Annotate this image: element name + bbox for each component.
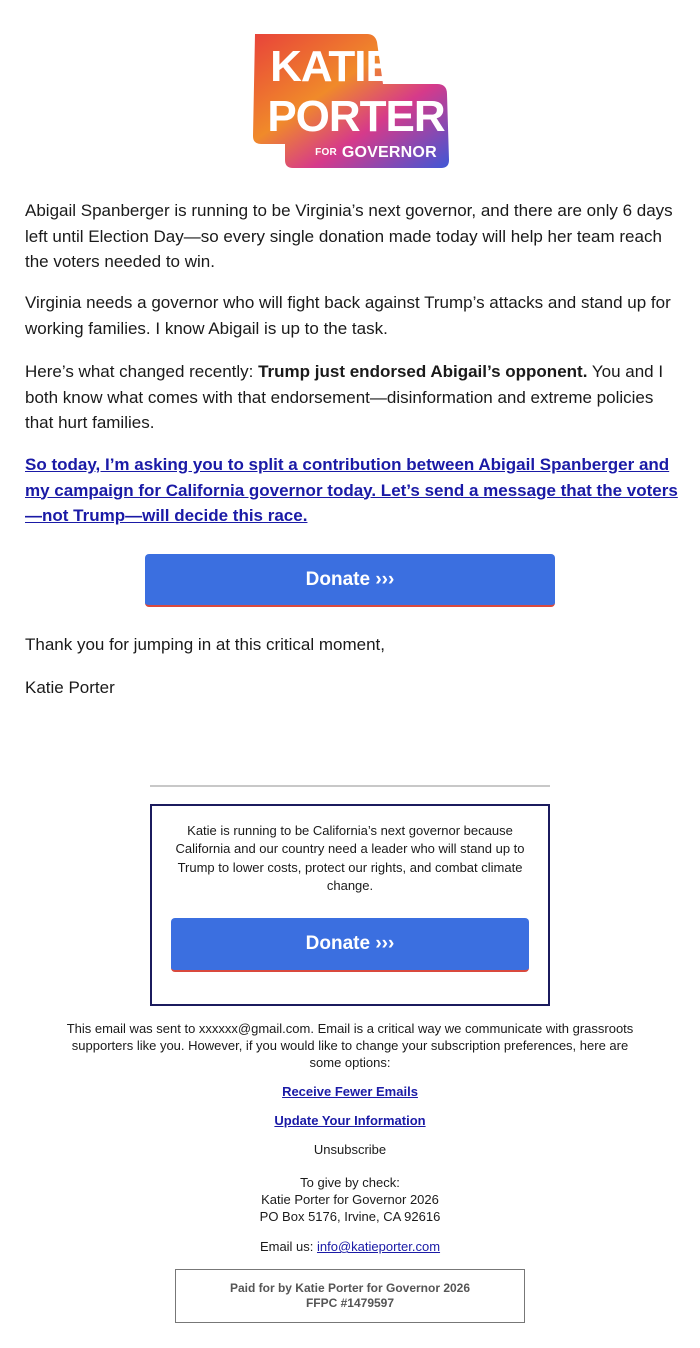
endorsement-lead: Here’s what changed recently: xyxy=(25,362,259,381)
split-contribution-link[interactable]: So today, I’m asking you to split a contribution between Abigail Spanberger and my campaign for California governor today. Let’s send a message that the voters—not Trump—will decide this race. xyxy=(25,455,678,525)
paragraph-virginia: Virginia needs a governor who will fight back against Trump’s attacks and stand up for working families. I know Abigail is up to the task. xyxy=(25,293,671,338)
closing-line: Thank you for jumping in at this critical moment, xyxy=(25,635,385,654)
logo-word-for: FOR xyxy=(315,147,337,158)
check-line-2: Katie Porter for Governor 2026 xyxy=(261,1192,439,1207)
donate-button[interactable]: Donate ››› xyxy=(145,554,555,607)
paid-line-2: FFPC #1479597 xyxy=(305,1296,395,1310)
endorsement-highlight: Trump just endorsed Abigail’s opponent. xyxy=(258,362,588,381)
email-us xyxy=(0,1239,700,1254)
check-line-1: To give by check: xyxy=(300,1175,400,1190)
callout-donate-button[interactable]: Donate ››› xyxy=(171,918,529,972)
section-divider xyxy=(150,785,550,787)
paid-line-1: Paid for by Katie Porter for Governor 2026 xyxy=(229,1281,471,1295)
logo-governor-text: GOVERNOR xyxy=(341,144,437,161)
paragraph-endorsement xyxy=(25,359,680,436)
receive-fewer-emails xyxy=(0,1084,700,1099)
check-line-3: PO Box 5176, Irvine, CA 92616 xyxy=(259,1209,441,1224)
callout-box xyxy=(150,804,550,1006)
unsubscribe-link[interactable]: Unsubscribe xyxy=(313,1142,387,1157)
paragraph-intro: Abigail Spanberger is running to be Virginia’s next governor, and there are only 6 days left until Election Day—so every single donation made today will help her team reach the voters needed to win. xyxy=(25,201,673,271)
email-us-link[interactable]: info@katieporter.com xyxy=(317,1239,441,1254)
receive-fewer-emails-link[interactable]: Receive Fewer Emails xyxy=(282,1084,418,1099)
footer-notice: This email was sent to xxxxxx@gmail.com. Email is a critical way we communicate with grassroots supporters like you. However, if you would like to change your subscription preferences, here are some options: xyxy=(66,1021,634,1070)
email-us-label: Email us: xyxy=(259,1239,318,1254)
signature: Katie Porter xyxy=(25,678,115,697)
endorsement-tail: You and I both know what comes with that endorsement—disinformation and extreme policies that hurt families. xyxy=(25,362,664,432)
paragraph-ask xyxy=(25,452,680,529)
logo-word-porter: PORTER xyxy=(267,92,445,141)
campaign-logo xyxy=(249,32,451,170)
update-information-link[interactable]: Update Your Information xyxy=(274,1113,426,1128)
check-address xyxy=(0,1174,700,1225)
paid-for-disclaimer xyxy=(175,1269,525,1323)
logo-word-katie: KATIE xyxy=(270,42,394,91)
update-information xyxy=(0,1113,700,1128)
logo-word-governor xyxy=(275,144,477,162)
callout-text: Katie is running to be California’s next governor because California and our country need a leader who will stand up to Trump to lower costs, protect our rights, and combat climate change. xyxy=(175,823,525,893)
